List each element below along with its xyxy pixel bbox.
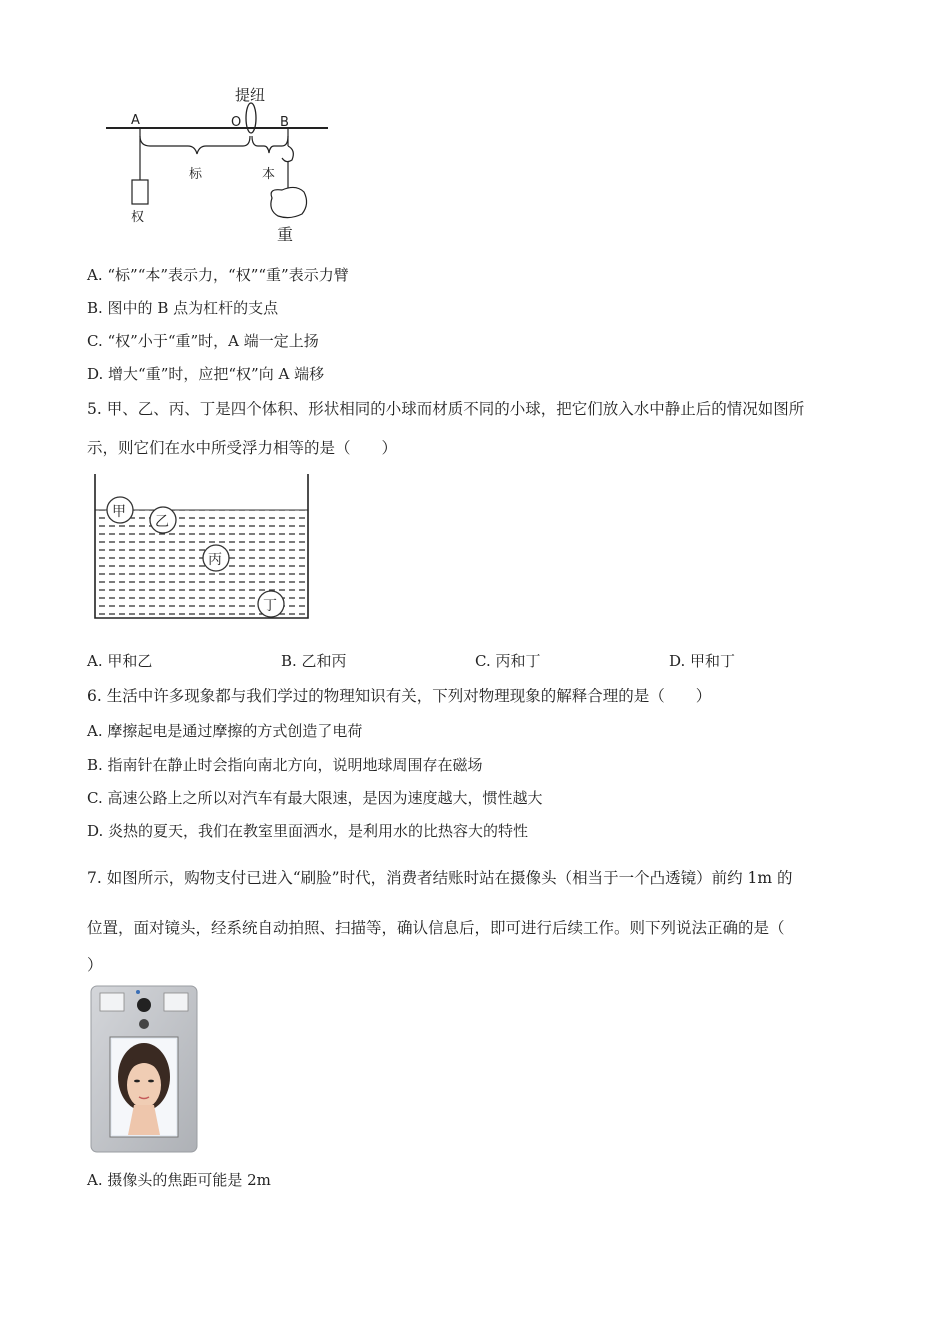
camera-lens bbox=[137, 998, 151, 1012]
point-b-label: B bbox=[280, 115, 289, 130]
point-a-label: A bbox=[131, 113, 140, 128]
q4-option-a: A. “标”“本”表示力，“权”“重”表示力臂 bbox=[87, 266, 349, 284]
q7-stem-line2: 位置，面对镜头，经系统自动拍照、扫描等，确认信息后，即可进行后续工作。则下列说法正确的是（ bbox=[87, 919, 785, 937]
point-o-label: O bbox=[231, 115, 242, 130]
quan-weight bbox=[132, 180, 148, 204]
camera-lens-2 bbox=[139, 1019, 149, 1029]
steelyard-figure bbox=[100, 80, 340, 250]
water-tank-figure bbox=[88, 474, 318, 624]
q6-option-a: A. 摩擦起电是通过摩擦的方式创造了电荷 bbox=[87, 722, 363, 740]
q6-option-d: D. 炎热的夏天，我们在教室里面洒水，是利用水的比热容大的特性 bbox=[87, 822, 529, 840]
q5-stem-line2: 示，则它们在水中所受浮力相等的是（ ） bbox=[87, 439, 398, 457]
face-scan-terminal bbox=[90, 985, 198, 1153]
sensor-right bbox=[164, 993, 188, 1011]
zhong-label: 重 bbox=[277, 225, 294, 244]
tineu-label: 提纽 bbox=[235, 86, 266, 104]
portrait-face bbox=[127, 1062, 161, 1108]
q7-stem-line3: ） bbox=[87, 956, 103, 974]
q5-option-c: C. 丙和丁 bbox=[475, 652, 541, 670]
biao-label: 标 bbox=[189, 167, 203, 182]
q6-option-c: C. 高速公路上之所以对汽车有最大限速，是因为速度越大，惯性越大 bbox=[87, 789, 543, 807]
ball-jia-label: 甲 bbox=[112, 504, 126, 520]
ball-yi-label: 乙 bbox=[155, 514, 169, 530]
ben-label: 本 bbox=[262, 167, 276, 182]
q5-option-a: A. 甲和乙 bbox=[87, 652, 153, 670]
q5-stem-line1: 5. 甲、乙、丙、丁是四个体积、形状相同的小球而材质不同的小球，把它们放入水中静止后的情况如图所 bbox=[87, 400, 805, 418]
q5-option-b: B. 乙和丙 bbox=[281, 652, 347, 670]
q4-option-c: C. “权”小于“重”时，A 端一定上扬 bbox=[87, 332, 319, 350]
q6-stem: 6. 生活中许多现象都与我们学过的物理知识有关，下列对物理现象的解释合理的是（ ） bbox=[87, 687, 712, 705]
brand-logo-icon bbox=[136, 990, 140, 994]
q7-option-a: A. 摄像头的焦距可能是 2m bbox=[87, 1171, 271, 1189]
q6-option-b: B. 指南针在静止时会指向南北方向，说明地球周围存在磁场 bbox=[87, 756, 483, 774]
q7-stem-line1: 7. 如图所示，购物支付已进入“刷脸”时代，消费者结账时站在摄像头（相当于一个凸透镜）前约 1m 的 bbox=[87, 869, 793, 887]
ben-brace bbox=[252, 136, 288, 153]
ball-ding-label: 丁 bbox=[263, 598, 277, 614]
q5-option-d: D. 甲和丁 bbox=[669, 652, 736, 670]
quan-label: 权 bbox=[131, 210, 145, 225]
portrait-eye-right bbox=[148, 1080, 154, 1083]
q4-option-d: D. 增大“重”时，应把“权”向 A 端移 bbox=[87, 365, 325, 383]
zhong-load bbox=[271, 187, 307, 217]
hook bbox=[282, 146, 293, 162]
portrait-eye-left bbox=[134, 1080, 140, 1083]
ball-bing-label: 丙 bbox=[208, 552, 222, 568]
q4-option-b: B. 图中的 B 点为杠杆的支点 bbox=[87, 299, 279, 317]
sensor-left bbox=[100, 993, 124, 1011]
biao-brace bbox=[140, 136, 250, 154]
